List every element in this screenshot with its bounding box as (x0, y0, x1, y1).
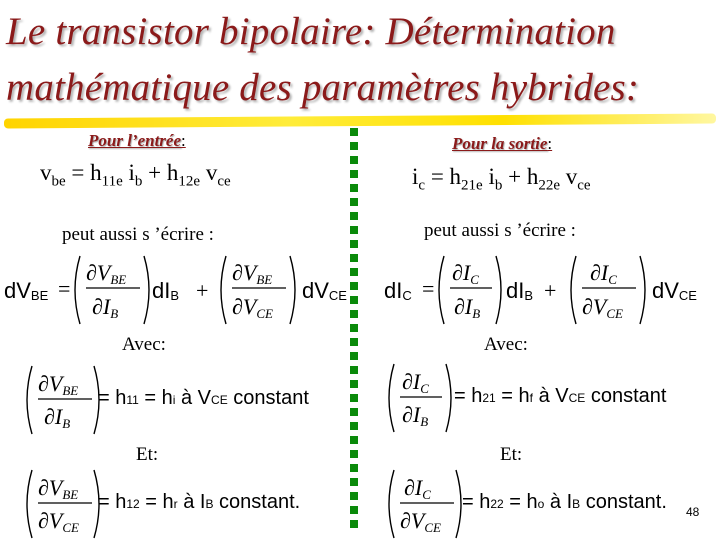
page-number: 48 (686, 505, 700, 519)
output-h22-definition (384, 468, 684, 540)
output-avec-label: Avec: (484, 334, 528, 355)
output-et-label: Et: (500, 444, 523, 465)
slide-title (6, 4, 718, 116)
svg-text:∂VBE: ∂VBE (38, 371, 79, 398)
svg-text:dVCE: dVCE (302, 278, 347, 303)
svg-text:+: + (196, 278, 209, 303)
svg-text:+: + (544, 278, 557, 303)
svg-text:∂VCE: ∂VCE (38, 508, 79, 535)
input-h11-definition (22, 364, 342, 436)
svg-text:∂IB: ∂IB (92, 294, 119, 321)
svg-text:∂VBE: ∂VBE (86, 260, 127, 287)
input-equation: $v_{be} = h_{11e}$ $i_b + h_{12e}$ $v_{ce}$ (40, 160, 231, 190)
input-rewrite-text: peut aussi s ’écrire : (62, 224, 214, 245)
svg-text:∂IC: ∂IC (590, 260, 617, 287)
svg-text:∂VBE: ∂VBE (232, 260, 273, 287)
svg-text:∂VCE: ∂VCE (400, 508, 441, 535)
title-line-2: mathématique des paramètres hybrides: (6, 66, 640, 109)
svg-text:dIC: dIC (384, 278, 412, 303)
input-avec-label: Avec: (122, 334, 166, 355)
input-differential-equation (0, 252, 350, 328)
svg-text:dIB: dIB (152, 278, 180, 303)
svg-text:∂IB: ∂IB (402, 402, 429, 429)
svg-text:∂IC: ∂IC (404, 475, 431, 502)
svg-text:=: = (422, 276, 435, 301)
svg-text:∂VBE: ∂VBE (38, 475, 79, 502)
svg-text:= h11 = hi à VCE constant: = h11 = hi à VCE constant (98, 387, 309, 409)
svg-text:= h21 = hf à VCE constant: = h21 = hf à VCE constant (454, 385, 667, 407)
svg-text:= h22 = ho à IB constant.: = h22 = ho à IB constant. (462, 491, 667, 513)
input-h12-definition (22, 468, 342, 540)
svg-text:= h12 = hr à IB constant.: = h12 = hr à IB constant. (98, 491, 301, 513)
svg-text:=: = (58, 276, 71, 301)
title-line-1: Le transistor bipolaire: Détermination (6, 10, 616, 53)
output-h21-definition (384, 362, 714, 434)
output-equation: $i_c = h_{21e}$ $i_b + h_{22e}$ $v_{ce}$ (412, 164, 591, 194)
svg-text:∂VCE: ∂VCE (232, 294, 273, 321)
output-rewrite-text: peut aussi s ’écrire : (424, 220, 576, 241)
svg-text:∂IB: ∂IB (44, 404, 71, 431)
input-section-label: Pour l’entrée: (88, 131, 186, 150)
svg-text:dVCE: dVCE (652, 278, 697, 303)
output-section-label: Pour la sortie: (452, 134, 553, 153)
svg-text:∂IC: ∂IC (402, 369, 429, 396)
svg-text:dVBE: dVBE (4, 278, 49, 303)
output-differential-equation (380, 252, 718, 328)
svg-text:∂IC: ∂IC (452, 260, 479, 287)
svg-text:∂IB: ∂IB (454, 294, 481, 321)
svg-text:dIB: dIB (506, 278, 534, 303)
column-divider (350, 128, 358, 534)
svg-text:∂VCE: ∂VCE (582, 294, 623, 321)
input-et-label: Et: (136, 444, 159, 465)
